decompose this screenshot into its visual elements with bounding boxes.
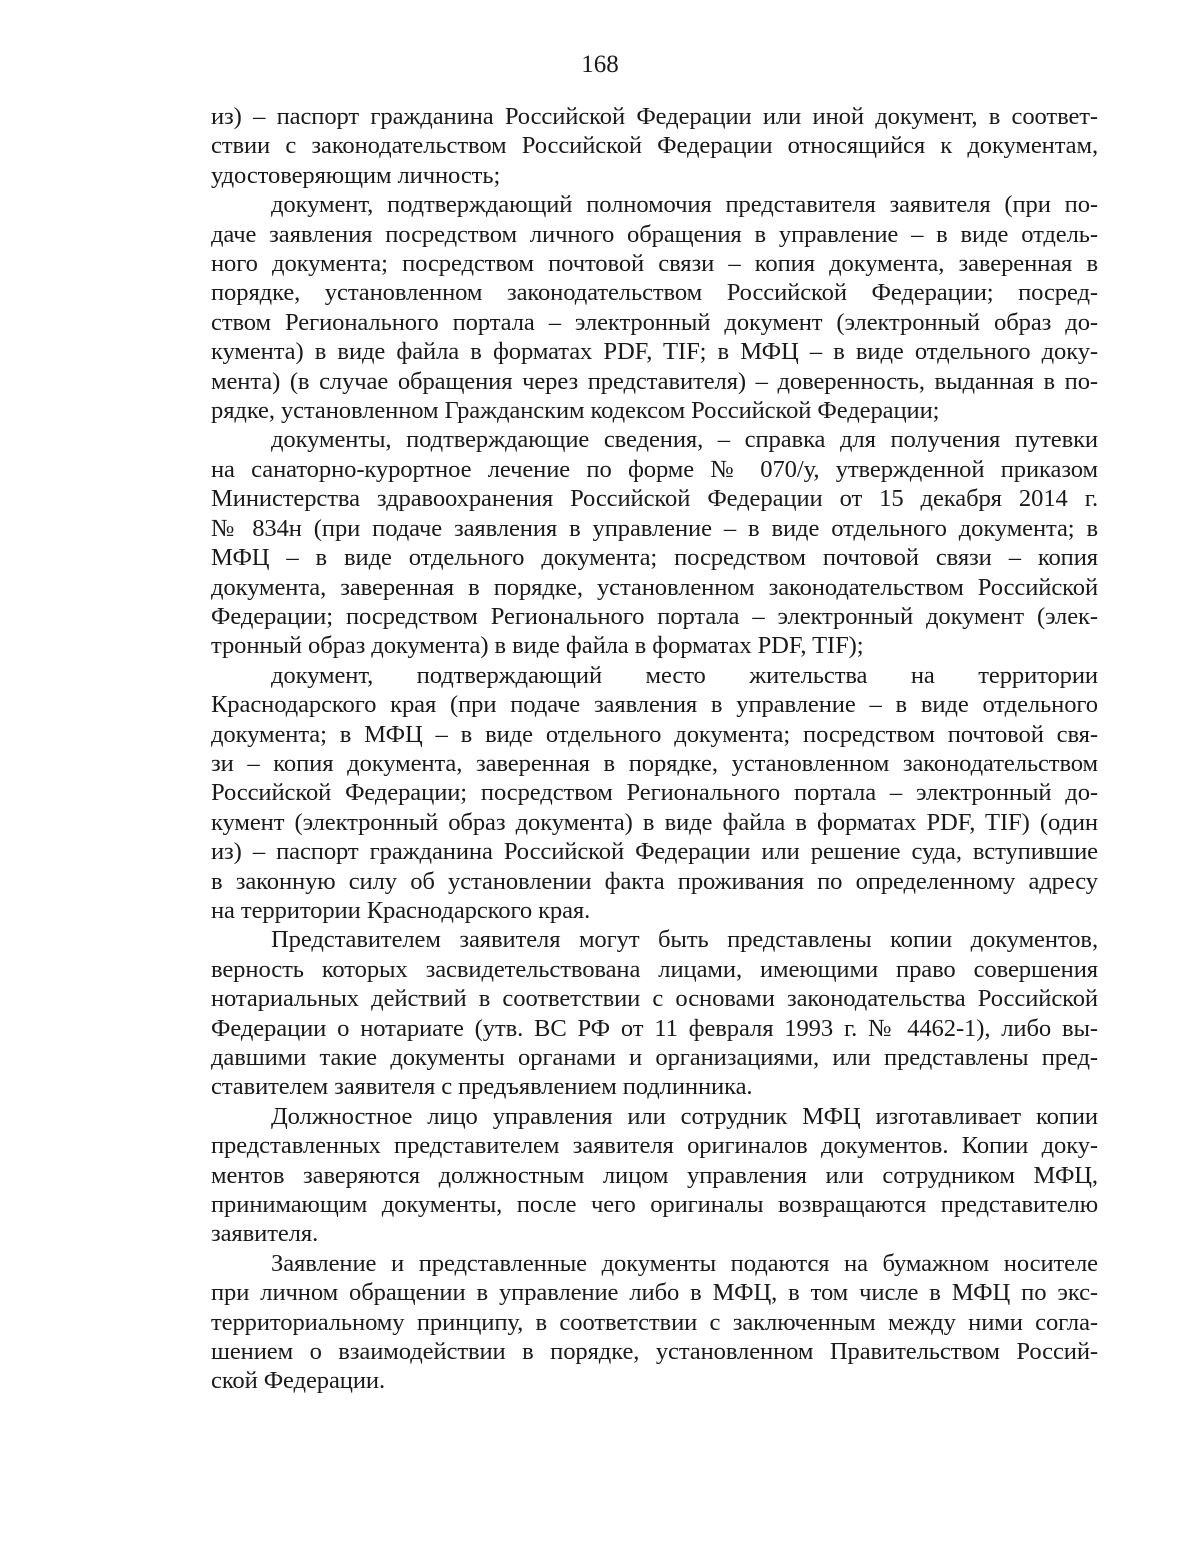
paragraph-line: из) – паспорт гражданина Российской Федерации или иной документ, в соответ-	[211, 103, 1098, 130]
paragraph-line: шением о взаимодействии в порядке, установленном Правительством Россий-	[211, 1338, 1098, 1366]
paragraph	[211, 102, 1098, 190]
paragraph-line: ного документа; посредством почтовой связи – копия документа, заверенная в	[211, 250, 1098, 278]
paragraph-line: кумент (электронный образ документа) в виде файла в форматах PDF, TIF) (один	[211, 808, 1098, 836]
paragraph	[211, 1102, 1098, 1249]
paragraph-line: ской Федерации.	[211, 1367, 386, 1395]
paragraph-line: рядке, установленном Гражданским кодексом Российской Федерации;	[211, 397, 940, 425]
paragraph-line: зи – копия документа, заверенная в порядке, установленном законодательством	[211, 749, 1098, 777]
paragraph-line: документ, подтверждающий место жительства на территории	[271, 661, 1098, 689]
paragraph-line: Федерации; посредством Регионального портала – электронный документ (элек-	[211, 602, 1098, 630]
paragraph-line: ставителем заявителя с предъявлением подлинника.	[211, 1073, 753, 1101]
paragraph-line: ствии с законодательством Российской Федерации относящийся к документам,	[211, 132, 1098, 160]
paragraph-line: документа; в МФЦ – в виде отдельного документа; посредством почтовой свя-	[211, 720, 1098, 748]
paragraph-line: давшими такие документы органами и организациями, или представлены пред-	[211, 1044, 1098, 1071]
paragraph	[211, 925, 1098, 1101]
paragraph-line: ством Регионального портала – электронный документ (электронный образ до-	[211, 308, 1098, 336]
paragraph-line: Российской Федерации; посредством Регионального портала – электронный до-	[211, 779, 1098, 807]
paragraph-line: Заявление и представленные документы подаются на бумажном носителе	[271, 1249, 1098, 1277]
paragraph-line: принимающим документы, после чего оригиналы возвращаются представителю	[211, 1191, 1098, 1219]
paragraph-line: из) – паспорт гражданина Российской Федерации или решение суда, вступившие	[211, 838, 1098, 866]
paragraph-line: ментов заверяются должностным лицом управления или сотрудником МФЦ,	[211, 1161, 1098, 1189]
paragraph-line: заявителя.	[211, 1220, 319, 1248]
paragraph-line: мента) (в случае обращения через представителя) – доверенность, выданная в по-	[211, 367, 1098, 395]
paragraph-line: документа, заверенная в порядке, установленном законодательством Российской	[211, 573, 1098, 601]
paragraph-line: документы, подтверждающие сведения, – справка для получения путевки	[271, 426, 1098, 454]
paragraph	[211, 661, 1098, 926]
paragraph-line: верность которых засвидетельствована лицами, имеющими право совершения	[211, 955, 1098, 983]
paragraph-line: на санаторно-курортное лечение по форме № 070/у, утвержденной приказом	[211, 455, 1098, 483]
page-number: 168	[581, 51, 619, 78]
paragraph-line: нотариальных действий в соответствии с основами законодательства Российской	[211, 985, 1098, 1013]
paragraph-line: на территории Краснодарского края.	[211, 896, 591, 924]
paragraph-line: порядке, установленном законодательством Российской Федерации; посред-	[211, 279, 1098, 307]
paragraph-line: документ, подтверждающий полномочия представителя заявителя (при по-	[271, 191, 1098, 219]
paragraph-line: в законную силу об установлении факта проживания по определенному адресу	[211, 867, 1098, 895]
paragraph-line: № 834н (при подаче заявления в управление – в виде отдельного документа; в	[211, 514, 1098, 542]
paragraph-line: тронный образ документа) в виде файла в форматах PDF, TIF);	[211, 632, 864, 660]
paragraph	[211, 425, 1098, 660]
paragraph-line: удостоверяющим личность;	[211, 161, 501, 189]
paragraph-line: территориальному принципу, в соответствии с заключенным между ними согла-	[211, 1308, 1098, 1336]
paragraph-line: Должностное лицо управления или сотрудник МФЦ изготавливает копии	[271, 1102, 1098, 1130]
paragraph-line: МФЦ – в виде отдельного документа; посредством почтовой связи – копия	[211, 544, 1098, 572]
document-body	[211, 102, 1098, 1396]
paragraph-line: представленных представителем заявителя оригиналов документов. Копии доку-	[211, 1132, 1098, 1160]
paragraph-line: при личном обращении в управление либо в МФЦ, в том числе в МФЦ по экс-	[211, 1279, 1098, 1307]
paragraph	[211, 190, 1098, 425]
paragraph-line: Министерства здравоохранения Российской Федерации от 15 декабря 2014 г.	[211, 485, 1098, 513]
paragraph-line: кумента) в виде файла в форматах PDF, TIF; в МФЦ – в виде отдельного доку-	[211, 338, 1098, 366]
paragraph-line: Краснодарского края (при подаче заявления в управление – в виде отдельного	[211, 691, 1098, 719]
paragraph-line: даче заявления посредством личного обращения в управление – в виде отдель-	[211, 220, 1098, 248]
paragraph-line: Представителем заявителя могут быть представлены копии документов,	[271, 926, 1098, 954]
paragraph	[211, 1249, 1098, 1396]
paragraph-line: Федерации о нотариате (утв. ВС РФ от 11 февраля 1993 г. № 4462-1), либо вы-	[211, 1014, 1098, 1042]
